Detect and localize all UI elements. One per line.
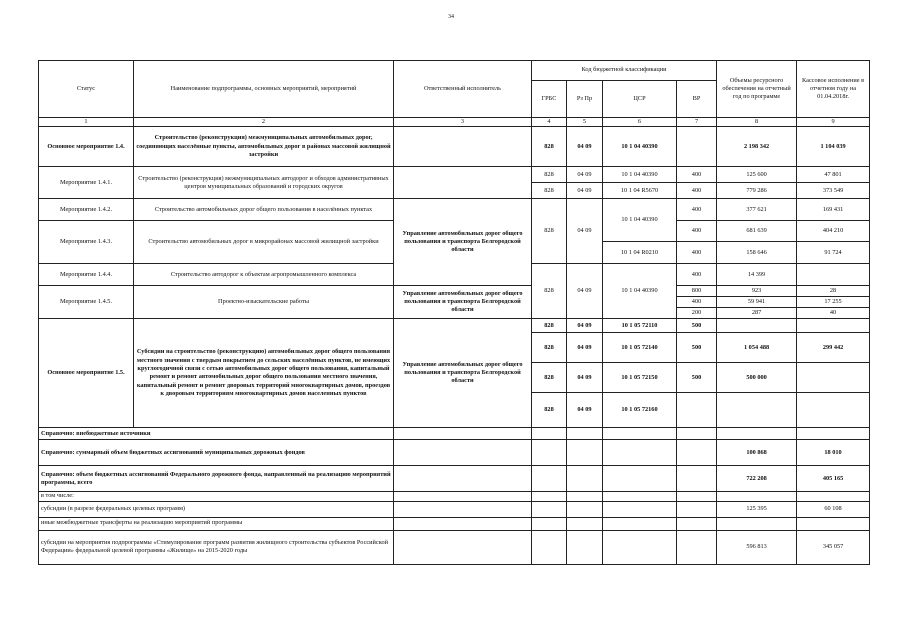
page-number: 34 [448,14,454,20]
cash-cell: 404 210 [797,221,870,242]
volume-cell: 158 646 [717,242,797,264]
grbs-cell: 828 [532,127,567,167]
activity-name: Строительство автомобильных дорог общего пользования в населённых пунктах [134,199,394,221]
activity-name: Строительство (реконструкция) межмуниципальных автодорог и обходов административных центров муниципальных образований и городских округов [134,167,394,199]
footer-label: Справочно: объем бюджетных ассигнований Федерального дорожного фонда, направленный на реализацию мероприятий программы, всего [39,466,394,492]
csr-cell: 10 1 04 40390 [603,264,677,319]
grbs-cell: 828 [532,264,567,319]
csr-cell: 10 1 04 40390 [603,127,677,167]
vr-cell: 500 [677,319,717,333]
volume-cell: 125 395 [717,501,797,517]
status-cell: Мероприятие 1.4.1. [39,167,134,199]
volume-cell: 2 198 342 [717,127,797,167]
table-row [39,492,870,501]
executor-cell [394,167,532,199]
csr-cell: 10 1 04 40390 [603,199,677,242]
col-number: 4 [532,118,567,127]
table-row [39,199,870,221]
footer-label: субсидии на мероприятия подпрограммы «Стимулирование программ развития жилищного строительства субъектов Российской Федерации» федеральной целевой программы «Жилище» на 2015-2020 годы [39,530,394,564]
volume-cell: 59 941 [717,297,797,308]
col-number: 7 [677,118,717,127]
header-code-group: Код бюджетной классификации [532,61,717,81]
grbs-cell: 828 [532,199,567,264]
column-number-row [39,118,870,127]
vr-cell: 400 [677,221,717,242]
footer-label: Справочно: внебюджетные источники [39,428,394,440]
status-cell: Мероприятие 1.4.5. [39,286,134,319]
header-rzpr: Рз Пр [567,81,603,118]
cash-cell: 405 165 [797,466,870,492]
vr-cell: 400 [677,167,717,183]
col-number: 9 [797,118,870,127]
status-cell: Основное мероприятие 1.5. [39,319,134,428]
executor-cell: Управление автомобильных дорог общего пользования и транспорта Белгородской области [394,199,532,286]
activity-name: Строительство автомобильных дорог в микрорайонах массовой жилищной застройки [134,221,394,264]
table-row [39,530,870,564]
volume-cell: 500 000 [717,363,797,393]
executor-cell: Управление автомобильных дорог общего пользования и транспорта Белгородской области [394,319,532,428]
rzpr-cell: 04 09 [567,333,603,363]
volume-cell: 100 868 [717,440,797,466]
volume-cell: 14 399 [717,264,797,286]
csr-cell: 10 1 04 R5670 [603,183,677,199]
activity-name: Строительство автодорог к объектам агропромышленного комплекса [134,264,394,286]
csr-cell: 10 1 05 72140 [603,333,677,363]
header-volume: Объемы ресурсного обеспечения на отчетный год по программе [717,61,797,118]
vr-cell: 800 [677,286,717,297]
grbs-cell: 828 [532,319,567,333]
cash-cell: 40 [797,308,870,319]
grbs-cell: 828 [532,183,567,199]
vr-cell: 400 [677,264,717,286]
activity-name: Проектно-изыскательские работы [134,286,394,319]
col-number: 3 [394,118,532,127]
status-cell: Мероприятие 1.4.4. [39,264,134,286]
vr-cell [677,393,717,428]
table-row [39,428,870,440]
rzpr-cell: 04 09 [567,199,603,264]
table-row [39,319,870,333]
cash-cell: 91 724 [797,242,870,264]
col-number: 6 [603,118,677,127]
cash-cell [797,264,870,286]
header-names: Наименование подпрограммы, основных мероприятий, мероприятий [134,61,394,118]
header-csr: ЦСР [603,81,677,118]
table-row [39,466,870,492]
status-cell: Мероприятие 1.4.2. [39,199,134,221]
volume-cell [717,319,797,333]
status-cell: Мероприятие 1.4.3. [39,221,134,264]
volume-cell: 1 054 488 [717,333,797,363]
volume-cell [717,393,797,428]
cash-cell: 28 [797,286,870,297]
volume-cell: 596 813 [717,530,797,564]
csr-cell: 10 1 05 72160 [603,393,677,428]
grbs-cell: 828 [532,167,567,183]
cash-cell: 17 255 [797,297,870,308]
vr-cell [677,127,717,167]
col-number: 8 [717,118,797,127]
vr-cell: 500 [677,363,717,393]
rzpr-cell: 04 09 [567,183,603,199]
cash-cell [797,393,870,428]
rzpr-cell: 04 09 [567,127,603,167]
cash-cell: 345 057 [797,530,870,564]
table-row [39,440,870,466]
csr-cell: 10 1 04 R0210 [603,242,677,264]
footer-label: Справочно: суммарный объем бюджетных ассигнований муниципальных дорожных фондов [39,440,394,466]
status-cell: Основное мероприятие 1.4. [39,127,134,167]
col-number: 5 [567,118,603,127]
col-number: 1 [39,118,134,127]
vr-cell: 500 [677,333,717,363]
cash-cell: 169 431 [797,199,870,221]
table-row [39,501,870,517]
vr-cell: 400 [677,242,717,264]
cash-cell [797,363,870,393]
vr-cell: 400 [677,199,717,221]
executor-cell: Управление автомобильных дорог общего пользования и транспорта Белгородской области [394,286,532,319]
rzpr-cell: 04 09 [567,319,603,333]
table-row [39,286,870,297]
cash-cell: 60 108 [797,501,870,517]
cash-cell: 373 549 [797,183,870,199]
cash-cell: 18 010 [797,440,870,466]
rzpr-cell: 04 09 [567,167,603,183]
header-executor: Ответственный исполнитель [394,61,532,118]
csr-cell: 10 1 05 72150 [603,363,677,393]
volume-cell: 722 208 [717,466,797,492]
budget-table [38,60,870,565]
volume-cell: 681 639 [717,221,797,242]
table-row [39,127,870,167]
cash-cell: 47 801 [797,167,870,183]
grbs-cell: 828 [532,363,567,393]
header-cash: Кассовое исполнение в отчетном году на 01.04.2018г. [797,61,870,118]
rzpr-cell: 04 09 [567,264,603,319]
col-number: 2 [134,118,394,127]
footer-label: иные межбюджетные трансферты на реализацию мероприятий программы [39,517,394,530]
rzpr-cell: 04 09 [567,393,603,428]
footer-label: в том числе: [39,492,394,501]
footer-label: субсидии (в разрезе федеральных целевых программ) [39,501,394,517]
csr-cell: 10 1 04 40390 [603,167,677,183]
table-row [39,517,870,530]
grbs-cell: 828 [532,333,567,363]
cash-cell: 1 104 039 [797,127,870,167]
vr-cell: 200 [677,308,717,319]
grbs-cell: 828 [532,393,567,428]
executor-cell [394,127,532,167]
volume-cell: 377 621 [717,199,797,221]
header-status: Статус [39,61,134,118]
volume-cell: 125 600 [717,167,797,183]
header-vr: ВР [677,81,717,118]
vr-cell: 400 [677,183,717,199]
activity-name: Строительство (реконструкция) межмуниципальных автомобильных дорог, соединяющих населённые пункты, автомобильных дорог в районах массовой жилищной застройки [134,127,394,167]
table-row [39,167,870,183]
csr-cell: 10 1 05 72110 [603,319,677,333]
activity-name: Субсидии на строительство (реконструкцию) автомобильных дорог общего пользования местного значения с твердым покрытием до сельских населённых пунктов, не имеющих круглогодичной связи с сетью автомобильных дорог общего пользования, капитальный ремонт и ремонт автомобильных дорог общего пользования местного значения, капитальный ремонт и ремонт дворовых территорий многоквартирных домов, проездов к дворовым территориям многоквартирных домов населенных пунктов [134,319,394,428]
volume-cell: 287 [717,308,797,319]
volume-cell: 779 286 [717,183,797,199]
cash-cell [797,319,870,333]
volume-cell: 923 [717,286,797,297]
rzpr-cell: 04 09 [567,363,603,393]
header-grbs: ГРБС [532,81,567,118]
cash-cell: 299 442 [797,333,870,363]
vr-cell: 400 [677,297,717,308]
